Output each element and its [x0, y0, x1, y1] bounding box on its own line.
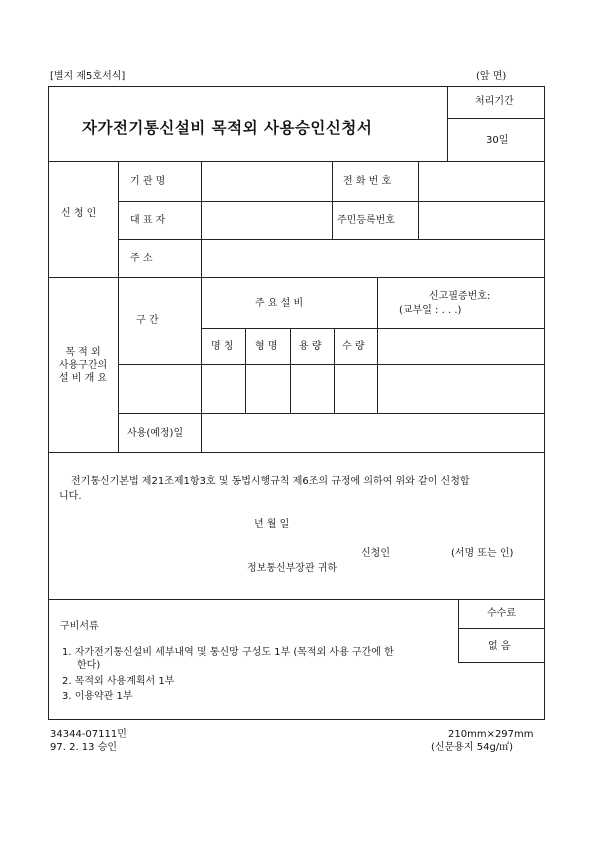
facility-section-label-2: 사용구간의 — [58, 360, 108, 371]
form-number: [별지 제5호서식] — [50, 71, 126, 82]
required-documents-label: 구비서류 — [60, 621, 99, 632]
applicant-signature-label: 신청인 — [361, 548, 390, 559]
declaration-text-line1: 전기통신기본법 제21조제1항3호 및 동법시행규칙 제6조의 규정에 의하여 위와 같이 신청합 — [71, 476, 470, 487]
document-title: 자가전기통신설비 목적외 사용승인신청서 — [82, 119, 373, 137]
rule-facility-bottom — [48, 452, 545, 453]
equipment-model-field[interactable] — [246, 365, 289, 412]
rule-period-left — [447, 86, 448, 161]
required-document-1-line1: 1. 자가전기통신설비 세부내역 및 통신망 구성도 1부 (목적외 사용 구간에 한 — [62, 647, 394, 658]
equipment-name-field[interactable] — [202, 365, 244, 412]
org-name-field[interactable] — [202, 162, 331, 200]
rule-fee-left — [458, 599, 459, 662]
date-line: 년 월 일 — [254, 519, 290, 530]
col-capacity-label: 용 량 — [299, 341, 322, 352]
issue-date-label: (교부일 : . . .) — [399, 305, 462, 316]
form-code: 34344-07111민 — [50, 729, 127, 740]
org-name-label: 기 관 명 — [130, 176, 166, 187]
representative-field[interactable] — [202, 202, 331, 238]
approval-date: 97. 2. 13 승인 — [50, 742, 118, 753]
declaration-text-line2: 니다. — [59, 491, 82, 502]
rule-equip-header — [201, 328, 545, 329]
rule-equip-right — [377, 277, 378, 413]
rule-period-mid — [447, 118, 545, 119]
equipment-quantity-field[interactable] — [335, 365, 376, 412]
rule-applicant-mid — [332, 161, 333, 239]
rule-fee-bottom — [458, 662, 545, 663]
resident-no-label: 주민등록번호 — [337, 215, 395, 226]
facility-section-label-1: 목 적 외 — [65, 347, 101, 358]
page-side-label: (앞 면) — [476, 71, 507, 82]
col-quantity-label: 수 량 — [342, 341, 365, 352]
section-field[interactable] — [119, 365, 200, 412]
resident-no-field[interactable] — [419, 202, 544, 238]
col-model-label: 형 명 — [255, 341, 278, 352]
rule-declaration-bottom — [48, 599, 545, 600]
addressee: 정보통신부장관 귀하 — [247, 563, 338, 574]
equipment-capacity-field[interactable] — [291, 365, 333, 412]
processing-period-value: 30일 — [486, 135, 509, 146]
cert-number-label: 신고필증번호: — [429, 291, 491, 302]
fee-label: 수수료 — [487, 608, 516, 619]
col-name-label: 명 칭 — [211, 341, 234, 352]
section-column-label: 구 간 — [136, 315, 159, 326]
processing-period-label: 처리기간 — [475, 96, 514, 107]
required-document-3: 3. 이용약관 1부 — [62, 691, 133, 702]
address-field[interactable] — [202, 240, 544, 276]
fee-value: 없 음 — [488, 641, 511, 652]
required-document-2: 2. 목적외 사용계획서 1부 — [62, 676, 175, 687]
phone-field[interactable] — [419, 162, 544, 200]
address-label: 주 소 — [130, 253, 153, 264]
facility-section-label-3: 설 비 개 요 — [58, 373, 108, 384]
rule-fee-mid — [458, 628, 545, 629]
use-date-field[interactable] — [202, 414, 544, 451]
phone-label: 전 화 번 호 — [343, 176, 392, 187]
required-document-1-line2: 한다) — [77, 660, 101, 671]
applicant-section-label: 신 청 인 — [61, 208, 97, 219]
representative-label: 대 표 자 — [130, 215, 166, 226]
use-date-label: 사용(예정)일 — [127, 428, 184, 439]
signature-or-seal-label: (서명 또는 인) — [451, 548, 514, 559]
main-equipment-label: 주 요 설 비 — [255, 298, 304, 309]
paper-type: (신문용지 54g/㎡) — [431, 742, 514, 753]
rule-applicant-bottom — [48, 277, 545, 278]
paper-size: 210mm×297mm — [448, 729, 534, 740]
